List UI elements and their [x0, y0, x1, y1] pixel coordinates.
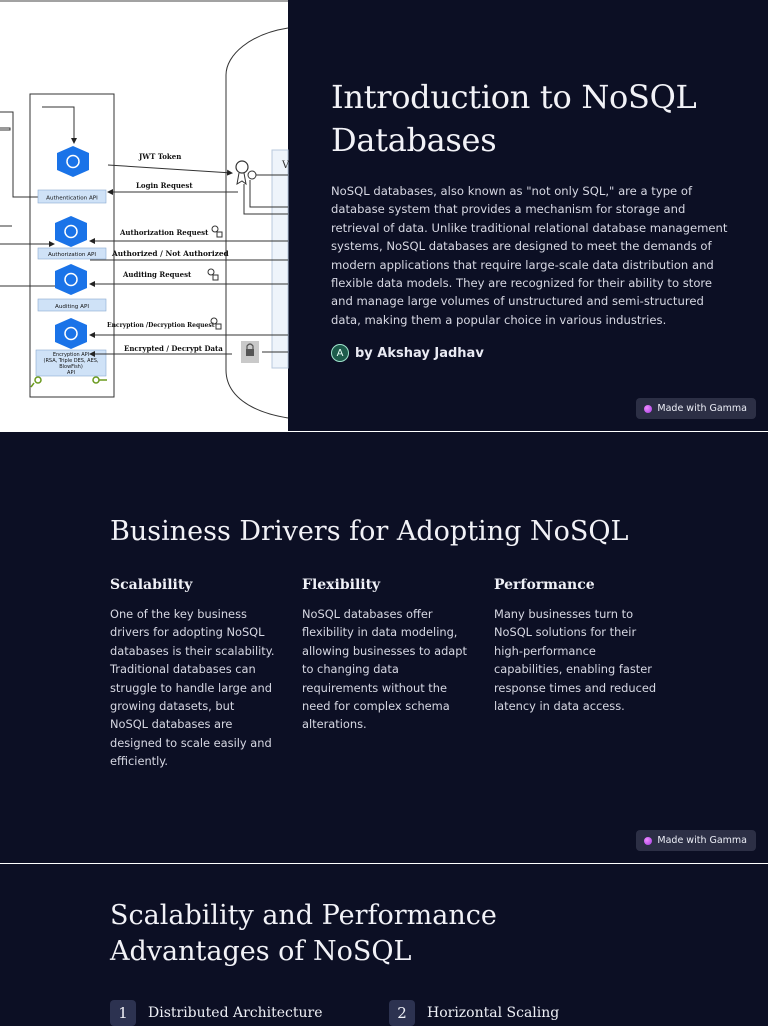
auditing-request-label: Auditing Request: [123, 270, 192, 279]
key-icon-right: [93, 377, 107, 383]
slide-intro: [0, 0, 768, 431]
enc-api-label-1: Encryption API: [52, 352, 90, 358]
enc-api-label-2: (RSA, Triple DES, AES,: [43, 358, 99, 364]
jwt-token-label: JWT Token: [139, 152, 182, 161]
column-body: NoSQL databases offer flexibility in data modeling, allowing businesses to adapt to changing data requirements without the need for complex schema alterations.: [302, 607, 467, 732]
intro-paragraph: NoSQL databases, also known as "not only SQL," are a type of database system that provides a mechanism for storage and retrieval of data. Unlike traditional relational database management systems, NoSQL databases are designed to meet the demands of modern applications that require large-scale data distribution and flexible data models. They are recognized for their ability to store and manage large volumes of unstructured and semi-structured data, making them a popular choice in various industries.: [331, 184, 728, 327]
section-title: Business Drivers for Adopting NoSQL: [110, 516, 629, 547]
step-number: 2: [389, 1000, 415, 1026]
driver-column-performance: [494, 577, 659, 715]
section-title: Scalability and Performance Advantages of NoSQL: [110, 900, 497, 967]
enc-hexagon-icon: [55, 318, 87, 349]
padlock-icon: [241, 341, 259, 363]
slide-business-drivers: [0, 432, 768, 863]
author-line: [331, 344, 731, 362]
column-body: One of the key business drivers for adopting NoSQL databases is their scalability. Traditional databases can struggle to handle large and growing datasets, but NoSQL databases are designed to scale easily and efficiently.: [110, 607, 275, 769]
made-with-gamma-badge[interactable]: [636, 398, 756, 419]
badge-label: Made with Gamma: [657, 403, 747, 414]
db-letter: V: [282, 160, 290, 171]
encrypted-data-label: Encrypted / Decrypt Data: [124, 344, 223, 353]
slide-scalability-advantages: [0, 864, 768, 1024]
gamma-logo-icon: [644, 405, 652, 413]
step-label: Horizontal Scaling: [427, 1005, 560, 1021]
step-item-2: [389, 1000, 559, 1026]
authz-api-label: Authorization API: [47, 252, 97, 258]
driver-column-flexibility: [302, 577, 467, 734]
gamma-logo-icon: [644, 837, 652, 845]
column-heading: Scalability: [110, 577, 193, 593]
column-heading: Flexibility: [302, 577, 381, 593]
architecture-diagram-svg: [0, 0, 288, 431]
auth-hexagon-icon: [57, 146, 89, 177]
column-body: Many businesses turn to NoSQL solutions for their high-performance capabilities, enabling faster response times and reduced latency in data access.: [494, 607, 657, 714]
authz-hexagon-icon: [55, 216, 87, 247]
made-with-gamma-badge[interactable]: [636, 830, 756, 851]
lock-key-icon-1: [212, 226, 222, 237]
audit-hexagon-icon: [55, 264, 87, 295]
authorized-response-label: Authorized / Not Authorized: [112, 249, 229, 258]
architecture-diagram: [0, 0, 288, 431]
key-icon-left: [31, 377, 41, 387]
author-name: by Akshay Jadhav: [355, 345, 484, 361]
login-request-label: Login Request: [136, 181, 193, 190]
column-heading: Performance: [494, 577, 595, 593]
driver-column-scalability: [110, 577, 275, 771]
step-label: Distributed Architecture: [148, 1005, 323, 1021]
badge-label: Made with Gamma: [657, 835, 747, 846]
authorization-request-label: Authorization Request: [120, 228, 209, 237]
encryption-request-label: Encryption /Decryption Request: [107, 322, 215, 329]
avatar: A: [331, 344, 349, 362]
enc-api-label-3: BlowFish): [59, 364, 83, 370]
step-number: 1: [110, 1000, 136, 1026]
lock-key-icon-2: [208, 269, 218, 280]
auth-api-label: Authentication API: [46, 195, 98, 202]
intro-text-block: [331, 76, 731, 362]
page-title: Introduction to NoSQL Databases: [331, 78, 697, 159]
enc-api-label-4: API: [67, 370, 75, 376]
step-item-1: [110, 1000, 323, 1026]
certificate-icon: [236, 161, 256, 184]
audit-api-label: Auditing API: [55, 304, 89, 310]
